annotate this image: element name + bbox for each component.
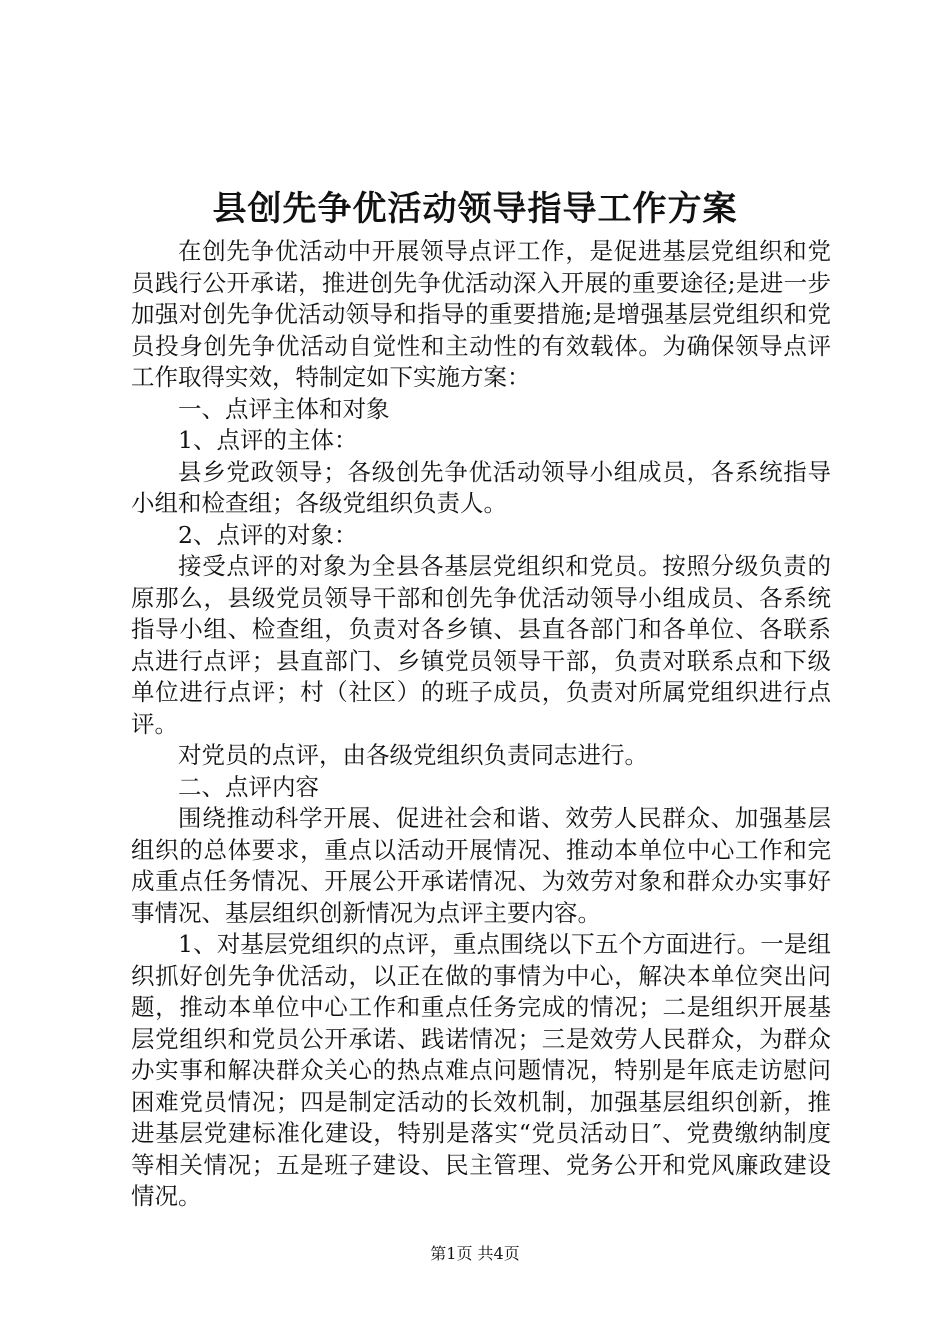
paragraph-intro: 在创先争优活动中开展领导点评工作，是促进基层党组织和党员践行公开承诺，推进创先争优活动深入开展的重要途径;是进一步加强对创先争优活动领导和指导的重要措施;是增强基层党组织和党员投身创先争优活动自觉性和主动性的有效载体。为确保领导点评工作取得实效，特制定如下实施方案： <box>131 237 831 391</box>
paragraph-object: 接受点评的对象为全县各基层党组织和党员。按照分级负责的原那么，县级党员领导干部和创先争优活动领导小组成员、各系统指导小组、检查组，负责对各乡镇、县直各部门和各单位、各联系点进行点评；县直部门、乡镇党员领导干部，负责对联系点和下级单位进行点评；村（社区）的班子成员，负责对所属党组织进行点评。 <box>131 552 831 738</box>
section-heading-1: 一、点评主体和对象 <box>178 394 390 423</box>
subheading-object: 2、点评的对象： <box>178 520 358 549</box>
document-body <box>131 236 831 1213</box>
page-footer: 第1页 共4页 <box>430 1244 520 1263</box>
section-heading-2: 二、点评内容 <box>178 772 319 801</box>
paragraph-content: 围绕推动科学开展、促进社会和谐、效劳人民群众、加强基层组织的总体要求，重点以活动开展情况、推动本单位中心工作和完成重点任务情况、开展公开承诺情况、为效劳对象和群众办实事好事情况、基层组织创新情况为点评主要内容。 <box>131 804 831 927</box>
subheading-subject: 1、点评的主体： <box>178 426 358 454</box>
document-title: 县创先争优活动领导指导工作方案 <box>212 189 738 229</box>
paragraph-subject: 县乡党政领导；各级创先争优活动领导小组成员，各系统指导小组和检查组；各级党组织负责人。 <box>131 457 831 517</box>
paragraph-five-aspects: 1、对基层党组织的点评，重点围绕以下五个方面进行。一是组织抓好创先争优活动，以正在做的事情为中心，解决本单位突出问题，推动本单位中心工作和重点任务完成的情况；二是组织开展基层党组织和党员公开承诺、践诺情况；三是效劳人民群众，为群众办实事和解决群众关心的热点难点问题情况，特别是年底走访慰问困难党员情况；四是制定活动的长效机制，加强基层组织创新，推进基层党建标准化建设，特别是落实“党员活动日″、党费缴纳制度等相关情况；五是班子建设、民主管理、党务公开和党风廉政建设情况。 <box>131 930 831 1210</box>
paragraph-member-review: 对党员的点评，由各级党组织负责同志进行。 <box>178 741 648 769</box>
